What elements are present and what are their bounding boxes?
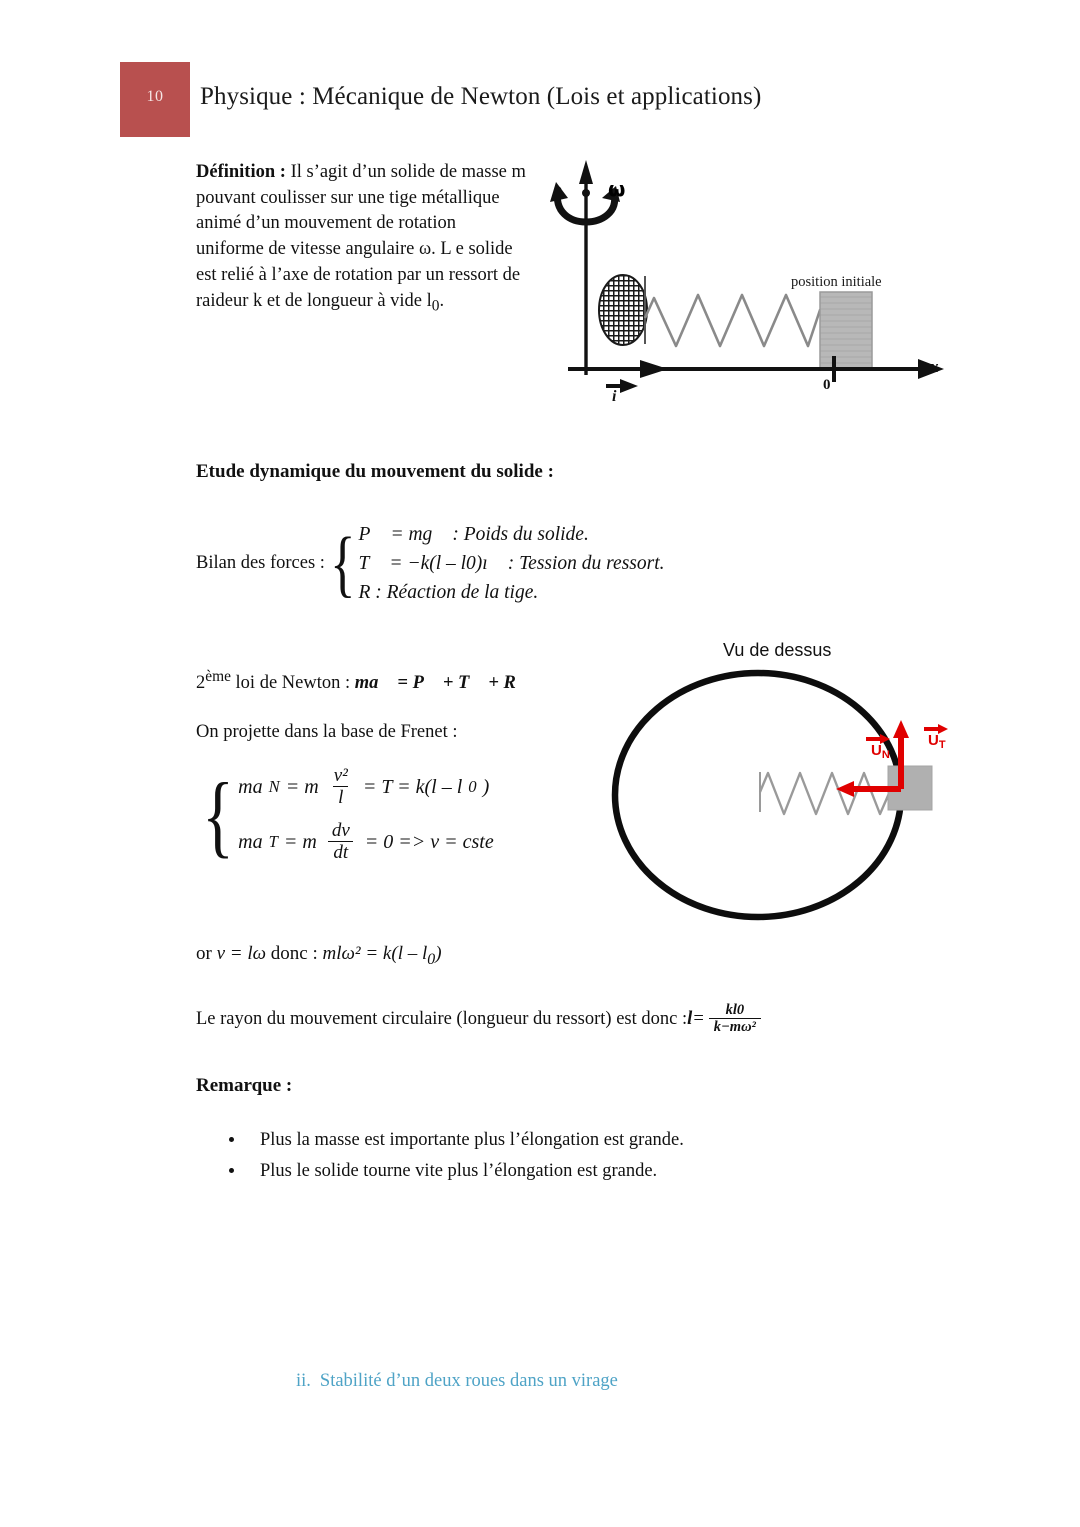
omega-label: ω [608, 177, 626, 201]
x-axis-label: x [930, 357, 939, 376]
radius-numerator: kl0 [725, 1002, 745, 1018]
heading-etude-dynamique: Etude dynamique du mouvement du solide : [196, 461, 554, 482]
newton-prefix: 2 [196, 673, 206, 694]
frenet-normal-eq1: = m [285, 775, 319, 798]
top-view-caption: Vu de dessus [723, 640, 832, 660]
bilan-equations [358, 520, 664, 607]
heading-remarque: Remarque : [196, 1075, 293, 1096]
newton-mid-text: loi de Newton : [230, 673, 355, 694]
or-v-expression: v = lω [216, 943, 267, 964]
list-item: • Plus la masse est importante plus l’élongation est grande. [246, 1125, 684, 1156]
or-result-subscript: 0 [427, 950, 436, 968]
list-item: • Plus le solide tourne vite plus l’élongation est grande. [246, 1156, 684, 1187]
normal-vector-letter: U [871, 742, 882, 759]
frenet-normal-rhs: = T = k(l – l [362, 775, 463, 798]
rotation-arc-head-left [550, 182, 568, 202]
definition-paragraph [196, 160, 526, 319]
rotation-axis-arrowhead [579, 160, 593, 184]
circular-trajectory [615, 673, 901, 917]
frenet-tangent-denominator: dt [328, 841, 353, 864]
frenet-equations [238, 766, 494, 864]
tangent-vector-label [928, 732, 946, 751]
frenet-tangent-lhs: ma [238, 830, 263, 853]
frenet-tangent-eq1: = m [283, 830, 317, 853]
sub-section-number: ii. [296, 1371, 311, 1391]
radius-text: Le rayon du mouvement circulaire (longueur du ressort) est donc : [196, 1008, 688, 1029]
radius-result-line [196, 1003, 765, 1036]
or-result: mlω² = k(l – l [322, 943, 428, 964]
force-line-reaction: R : Réaction de la tige. [358, 582, 539, 603]
radius-equals: = [692, 1008, 705, 1029]
figure-top-view [608, 632, 978, 932]
frenet-normal-lhs-sub: N [268, 777, 280, 797]
origin-label: 0 [823, 377, 831, 393]
definition-text: Il s’agit d’un solide de masse m pouvant coulisser sur une tige métallique animé d’un mouvement de rotation uniforme de vitesse angulaire ω. L e solide est relié à l’axe de rotation par un ressort de raideur k et de longueur à vide l [196, 162, 526, 311]
or-result-end: ) [435, 943, 442, 964]
page-number-badge [120, 62, 190, 137]
frenet-tangent-equation [238, 821, 494, 864]
frenet-normal-denominator: l [333, 786, 348, 809]
definition-block [196, 160, 526, 319]
x-axis-mid-arrow [640, 360, 668, 378]
rod-hub [599, 275, 647, 345]
newton-equation: ma⃗ = P⃗ + T⃗ + R⃗ [354, 673, 531, 694]
frenet-normal-equation [238, 766, 494, 809]
frenet-normal-rhs-sub: 0 [468, 777, 477, 797]
definition-subscript: 0 [431, 297, 440, 315]
radius-denominator: k−mω² [709, 1018, 761, 1036]
force-line-tension: T⃗ = −k(l – l0)ı⃗ : Tession du ressort. [358, 553, 665, 574]
normal-vector-arrowhead [836, 781, 854, 797]
top-view-svg [608, 632, 978, 932]
spring-coil-topview [760, 773, 894, 814]
radius-fraction [709, 1003, 761, 1036]
tangent-vector-letter: U [928, 732, 939, 749]
frenet-normal-fraction [329, 766, 353, 809]
axis-center-dot [582, 189, 590, 197]
frenet-intro-line: On projette dans la base de Frenet : [196, 722, 458, 742]
tangent-vector-arrowhead [893, 720, 909, 738]
frenet-normal-rhs-end: ) [482, 775, 490, 798]
page-title: Physique : Mécanique de Newton (Lois et applications) [200, 83, 762, 110]
radius-symbol: l [687, 1008, 693, 1029]
sub-section-label: Stabilité d’un deux roues dans un virage [319, 1371, 618, 1391]
unit-vector-label: i [612, 388, 617, 405]
bilan-label: Bilan des forces : [196, 553, 325, 573]
normal-vector-label [871, 742, 890, 761]
remarque-bullet-list [218, 1125, 684, 1187]
velocity-relation-line [196, 943, 442, 969]
newton-second-law-line [196, 668, 530, 694]
normal-vector-subscript: N [881, 749, 890, 761]
brace-left-frenet: { [202, 763, 234, 866]
force-line-poids: P⃗ = mg⃗ : Poids du solide. [358, 524, 589, 545]
figure-spring-on-rod [548, 150, 958, 425]
mass-block [820, 292, 872, 370]
or-prefix: or [196, 943, 217, 964]
definition-label: Définition : [196, 162, 286, 182]
frenet-normal-numerator: v² [333, 765, 348, 786]
definition-period: . [439, 290, 445, 311]
spring-coil [645, 295, 833, 346]
unit-vector-arrowhead [620, 379, 638, 393]
or-donc-text: donc : [266, 943, 323, 964]
page-number-label: 10 [146, 88, 164, 105]
frenet-tangent-lhs-sub: T [268, 832, 278, 852]
bilan-des-forces-block [196, 520, 665, 607]
sub-section-heading[interactable] [296, 1371, 618, 1392]
frenet-tangent-numerator: dv [331, 819, 350, 841]
brace-left-forces: { [329, 522, 356, 605]
frenet-tangent-fraction [327, 821, 355, 864]
newton-exponent: ème [205, 668, 231, 685]
tangent-vector-subscript: T [938, 739, 946, 751]
page-header [0, 0, 1080, 150]
frenet-equation-system [200, 763, 494, 866]
position-initiale-label: position initiale [791, 274, 882, 290]
frenet-tangent-rhs: = 0 => v = cste [364, 830, 494, 853]
frenet-normal-lhs: ma [238, 775, 263, 798]
